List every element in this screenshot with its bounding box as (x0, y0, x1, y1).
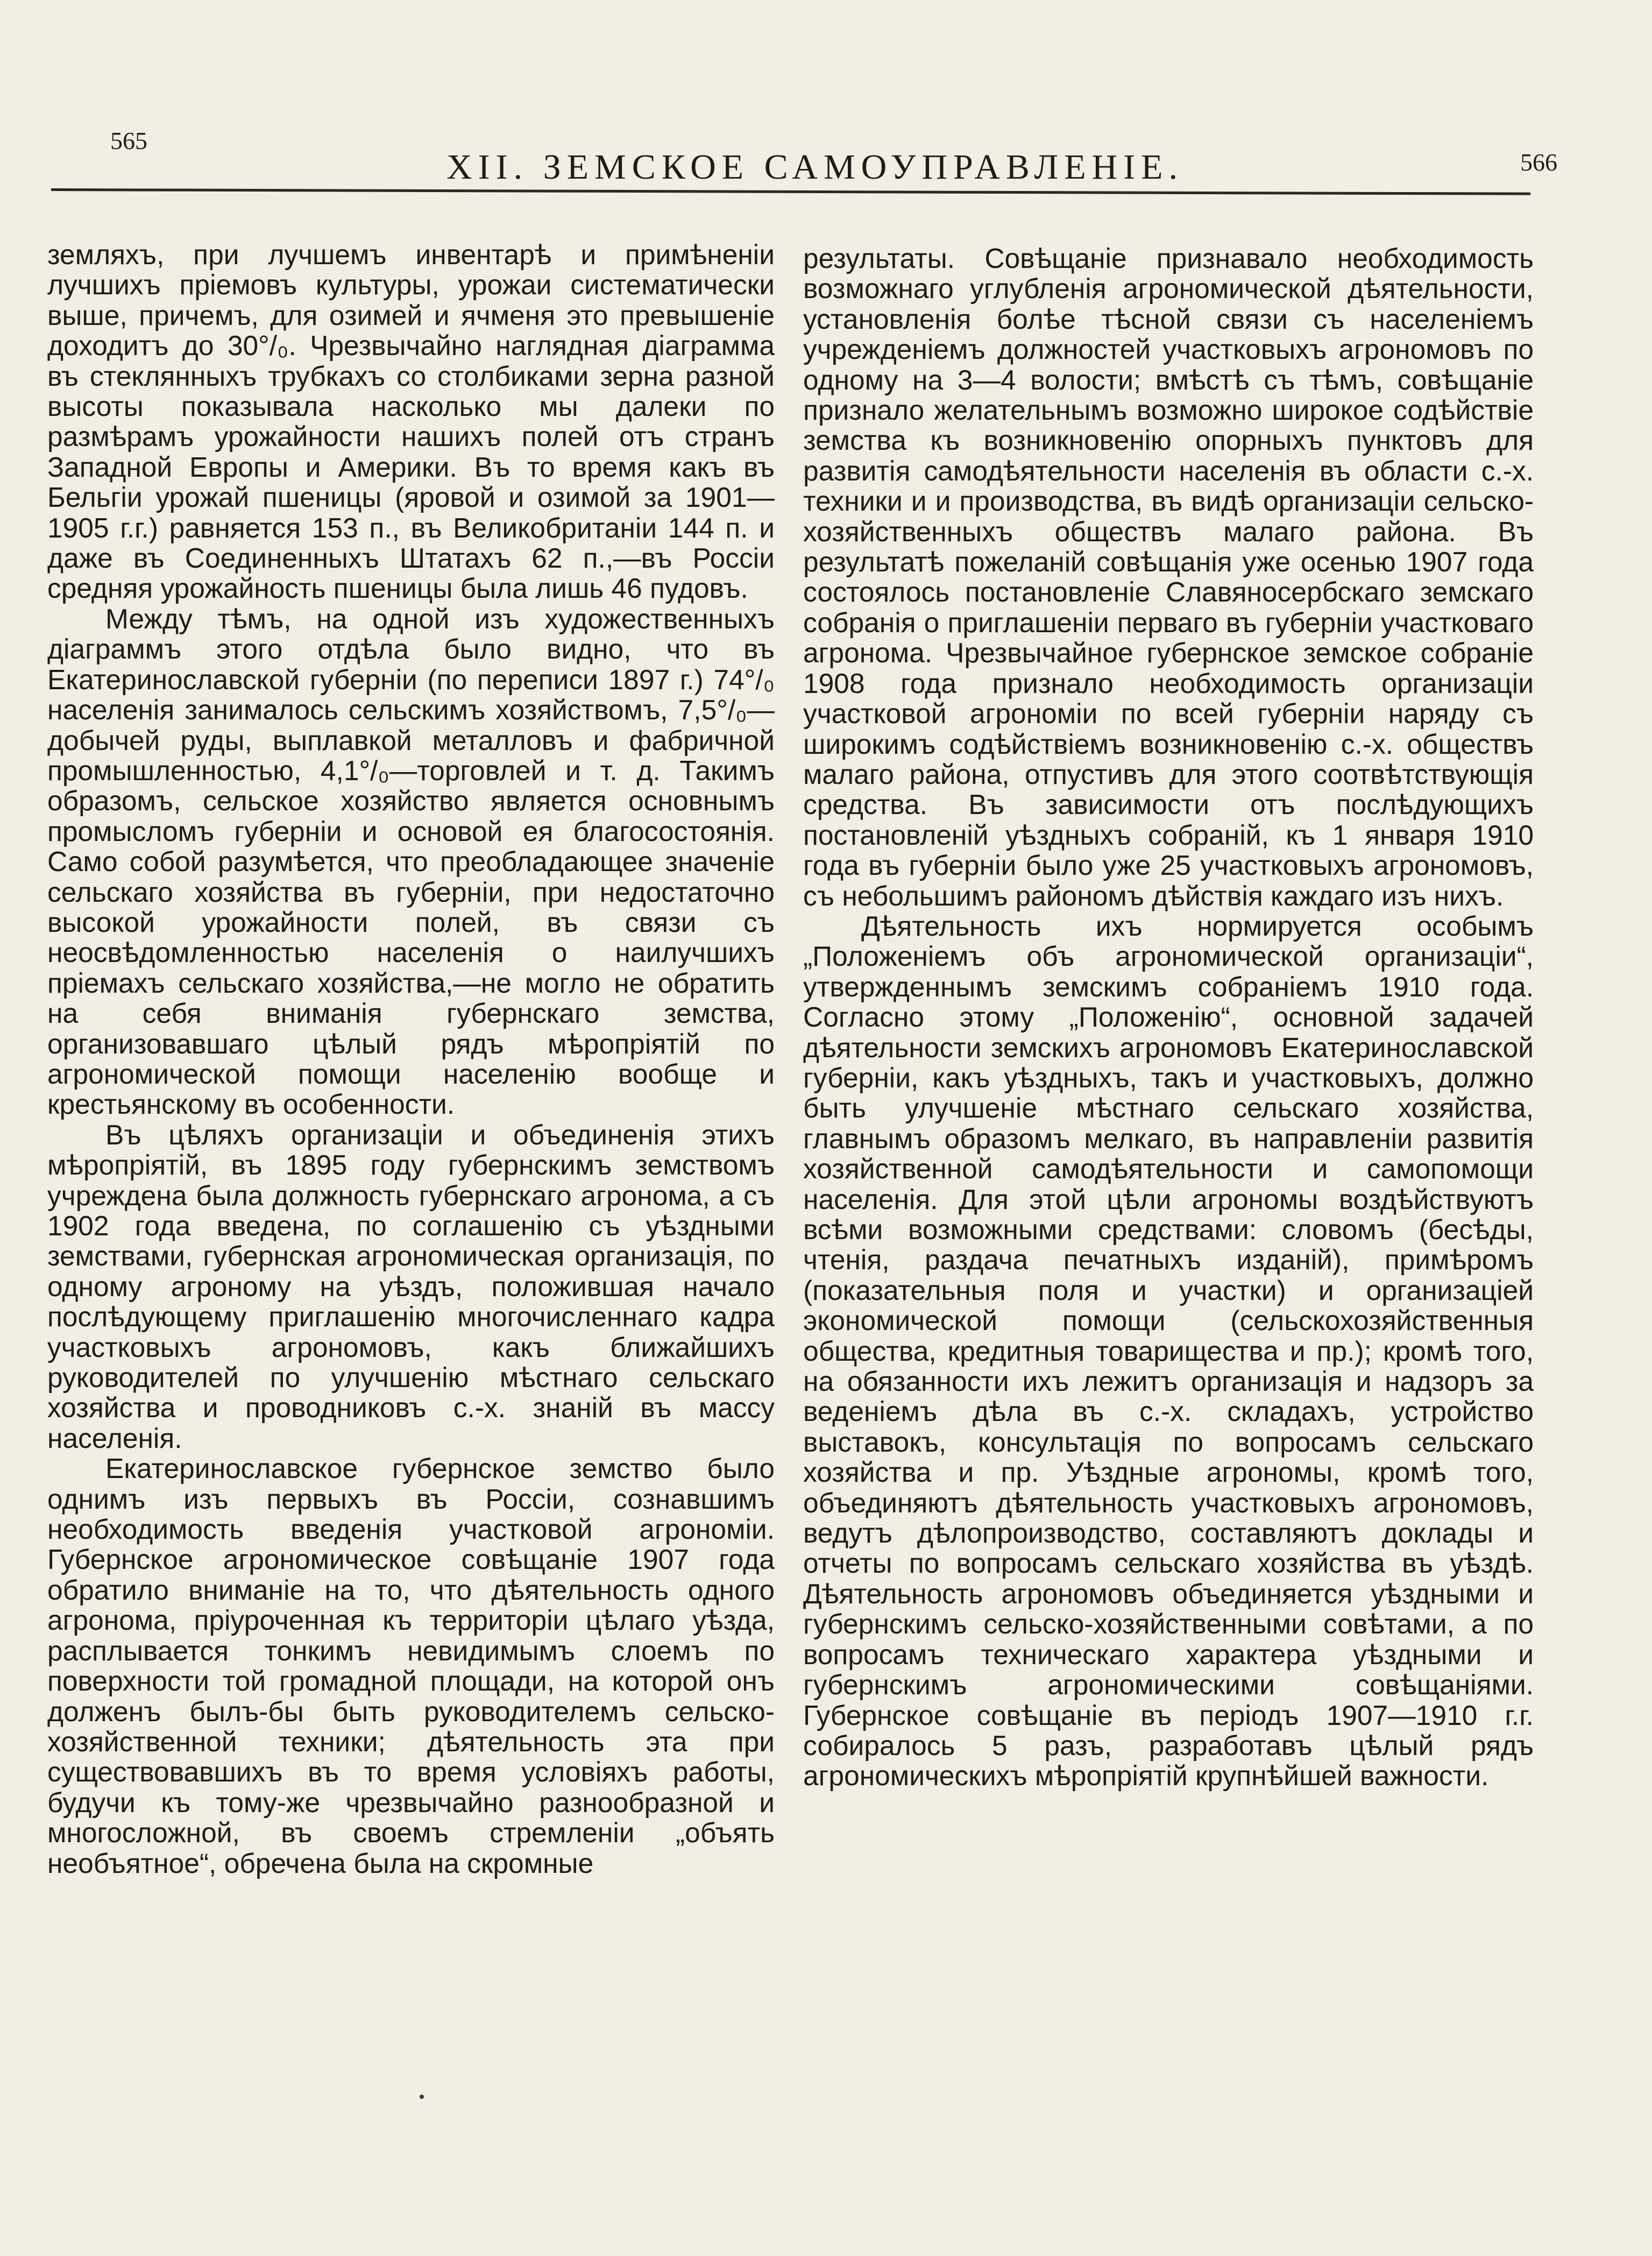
running-title: XII. ЗЕМСКОЕ САМОУПРАВЛЕНІЕ. (446, 147, 1183, 187)
left-column (47, 239, 775, 1878)
ink-dot (420, 2095, 424, 2099)
paragraph: результаты. Совѣщаніе признавало необходимость возможнаго углубленія агрономической дѣятельности, установленія болѣе тѣсной связи съ населеніемъ учрежденіемъ должностей участковыхъ агрономовъ по одному на 3—4 волости; вмѣстѣ съ тѣмъ, совѣщаніе признало желательнымъ возможно широкое содѣйствіе земства къ возникновенію опорныхъ пунктовъ для развитія самодѣятельности населенія въ области с.-х. техники и и производства, въ видѣ организаціи сельско-хозяйственныхъ обществъ малаго района. Въ результатѣ пожеланій совѣщанія уже осенью 1907 года состоялось постановленіе Славяносербскаго земскаго собранія о приглашеніи перваго въ губерніи участковаго агронома. Чрезвычайное губернское земское собраніе 1908 года признало необходимость организаціи участковой агрономіи по всей губерніи наряду съ широкимъ содѣйствіемъ возникновенію с.-х. обществъ малаго района, отпустивъ для этого соотвѣтствующія средства. Въ зависимости отъ послѣдующихъ постановленій уѣздныхъ собраній, къ 1 января 1910 года въ губерніи было уже 25 участковыхъ агрономовъ, съ небольшимъ райономъ дѣйствія каждаго изъ нихъ. (803, 243, 1534, 911)
paragraph: земляхъ, при лучшемъ инвентарѣ и примѣненіи лучшихъ пріемовъ культуры, урожаи систематически выше, причемъ, для озимей и ячменя это превышеніе доходитъ до 30°/₀. Чрезвычайно наглядная діаграмма въ стеклянныхъ трубкахъ со столбиками зерна разной высоты показывала насколько мы далеки по размѣрамъ урожайности нашихъ полей отъ странъ Западной Европы и Америки. Въ то время какъ въ Бельгіи урожай пшеницы (яровой и озимой за 1901—1905 г.г.) равняется 153 п., въ Великобританіи 144 п. и даже въ Соединенныхъ Штатахъ 62 п.,—въ Россіи средняя урожайность пшеницы была лишь 46 пудовъ. (47, 239, 775, 604)
page-header (51, 121, 1579, 196)
page-number-left: 565 (110, 127, 147, 154)
paragraph: Въ цѣляхъ организаціи и объединенія этихъ мѣропріятій, въ 1895 году губернскимъ земствомъ учреждена была должность губернскаго агронома, а съ 1902 года введена, по соглашенію съ уѣздными земствами, губернская агрономическая организація, по одному агроному на уѣздъ, положившая начало послѣдующему приглашенію многочисленнаго кадра участковыхъ агрономовъ, какъ ближайшихъ руководителей по улучшенію мѣстнаго сельскаго хозяйства и проводниковъ с.-х. знаній въ массу населенія. (47, 1119, 775, 1454)
right-column (803, 243, 1534, 1791)
page-number-right: 566 (1520, 148, 1557, 176)
paragraph: Екатеринославское губернское земство было однимъ изъ первыхъ въ Россіи, сознавшимъ необходимость введенія участковой агрономіи. Губернское агрономическое совѣщаніе 1907 года обратило вниманіе на то, что дѣятельность одного агронома, пріуроченная къ территоріи цѣлаго уѣзда, расплывается тонкимъ невидимымъ слоемъ по поверхности той громадной площади, на которой онъ долженъ былъ-бы быть руководителемъ сельско-хозяйственной техники; дѣятельность эта при существовавшихъ въ то время условіяхъ работы, будучи къ тому-же чрезвычайно разнообразной и многосложной, въ своемъ стремленіи „объять необъятное“, обречена была на скромные (47, 1453, 775, 1879)
paragraph: Дѣятельность ихъ нормируется особымъ „Положеніемъ объ агрономической организаціи“, утвержденнымъ земскимъ собраніемъ 1910 года. Согласно этому „Положенію“, основной задачей дѣятельности земскихъ агрономовъ Екатеринославской губерніи, какъ уѣздныхъ, такъ и участковыхъ, должно быть улучшеніе мѣстнаго сельскаго хозяйства, главнымъ образомъ мелкаго, въ направленіи развитія хозяйственной самодѣятельности и самопомощи населенія. Для этой цѣли агрономы воздѣйствуютъ всѣми возможными средствами: словомъ (бесѣды, чтенія, раздача печатныхъ изданій), примѣромъ (показательныя поля и участки) и организаціей экономической помощи (сельскохозяйственныя общества, кредитныя товарищества и пр.); кромѣ того, на обязанности ихъ лежитъ организація и надзоръ за веденіемъ дѣла въ с.-х. складахъ, устройство выставокъ, консультація по вопросамъ сельскаго хозяйства и пр. Уѣздные агрономы, кромѣ того, объединяютъ дѣятельность участковыхъ агрономовъ, ведутъ дѣлопроизводство, составляютъ доклады и отчеты по вопросамъ сельскаго хозяйства въ уѣздѣ. Дѣятельность агрономовъ объединяется уѣздными и губернскимъ сельско-хозяйственными совѣтами, а по вопросамъ техническаго характера уѣздными и губернскимъ агрономическими совѣщаніями. Губернское совѣщаніе въ періодъ 1907—1910 г.г. собиралось 5 разъ, разработавъ цѣлый рядъ агрономическихъ мѣропріятій крупнѣйшей важности. (803, 910, 1534, 1792)
paragraph: Между тѣмъ, на одной изъ художественныхъ діаграммъ этого отдѣла было видно, что въ Екатеринославской губерніи (по переписи 1897 г.) 74°/₀ населенія занималось сельскимъ хозяйствомъ, 7,5°/₀—добычей руды, выплавкой металловъ и фабричной промышленностью, 4,1°/₀—торговлей и т. д. Такимъ образомъ, сельское хозяйство является основнымъ промысломъ губерніи и основой ея благосостоянія. Само собой разумѣется, что преобладающее значеніе сельскаго хозяйства въ губерніи, при недостаточно высокой урожайности полей, въ связи съ неосвѣдомленностью населенія о наилучшихъ пріемахъ сельскаго хозяйства,—не могло не обратить на себя вниманія губернскаго земства, организовавшаго цѣлый рядъ мѣропріятій по агрономической помощи населенію вообще и крестьянскому въ особенности. (47, 603, 775, 1120)
